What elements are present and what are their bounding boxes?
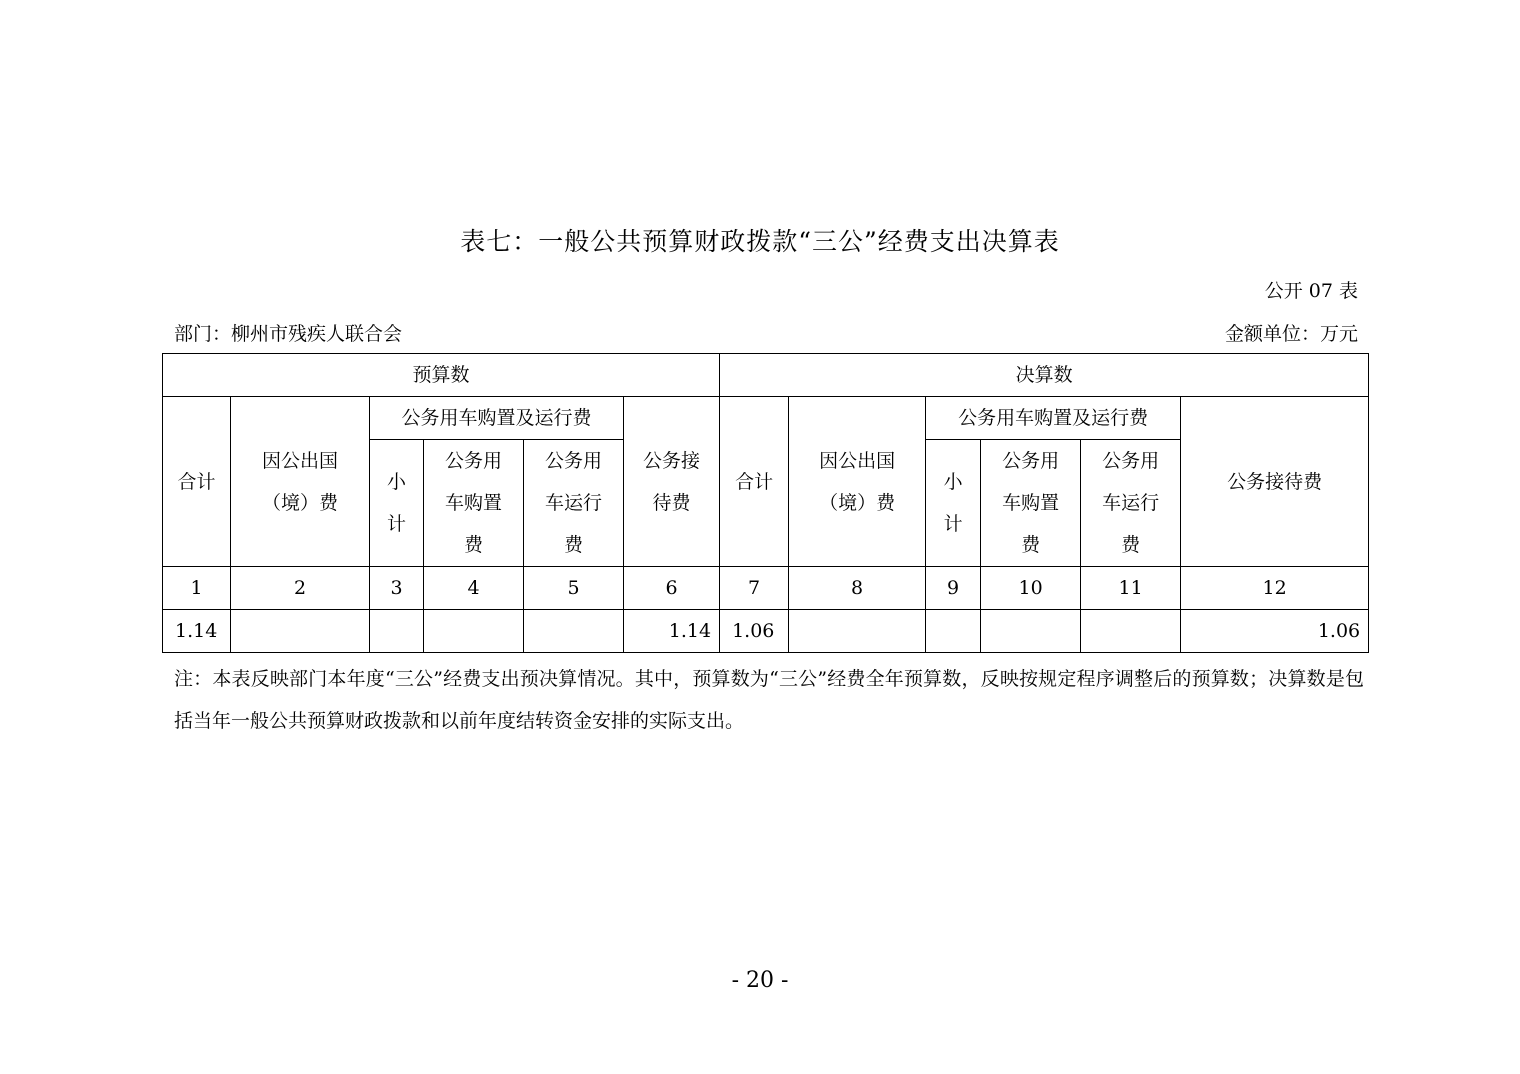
col-number: 2 — [231, 567, 370, 610]
final-subtotal-value — [926, 610, 981, 653]
value-row — [163, 610, 1369, 653]
final-purchase-header: 公务用 车购置 费 — [981, 440, 1081, 567]
budget-reception-value: 1.14 — [624, 610, 720, 653]
col-number: 1 — [163, 567, 231, 610]
table-note: 注：本表反映部门本年度“三公”经费支出预决算情况。其中，预算数为“三公”经费全年预算数，反映按规定程序调整后的预算数；决算数是包括当年一般公共预算财政拨款和以前年度结转资金安排的实际支出。 — [174, 668, 1364, 732]
final-vehicle-group-header: 公务用车购置及运行费 — [926, 397, 1181, 440]
final-subtotal-header: 小 计 — [926, 440, 981, 567]
page-number: - 20 - — [731, 968, 789, 993]
final-purchase-value — [981, 610, 1081, 653]
final-reception-header: 公务接待费 — [1181, 397, 1369, 567]
col-number: 6 — [624, 567, 720, 610]
column-number-row — [163, 567, 1369, 610]
unit-label: 金额单位：万元 — [1224, 323, 1358, 345]
final-operation-value — [1081, 610, 1181, 653]
col-number: 9 — [926, 567, 981, 610]
final-reception-value: 1.06 — [1181, 610, 1369, 653]
col-number: 7 — [720, 567, 789, 610]
final-abroad-header: 因公出国 （境）费 — [789, 397, 926, 567]
budget-purchase-header: 公务用 车购置 费 — [424, 440, 524, 567]
budget-purchase-value — [424, 610, 524, 653]
col-number: 10 — [981, 567, 1081, 610]
final-operation-header: 公务用 车运行 费 — [1081, 440, 1181, 567]
budget-operation-value — [524, 610, 624, 653]
col-number: 8 — [789, 567, 926, 610]
final-total-header: 合计 — [720, 397, 789, 567]
budget-subtotal-value — [370, 610, 424, 653]
budget-subtotal-header: 小 计 — [370, 440, 424, 567]
budget-vehicle-group-header: 公务用车购置及运行费 — [370, 397, 624, 440]
budget-header: 预算数 — [163, 354, 720, 397]
department-label: 部门：柳州市残疾人联合会 — [174, 323, 403, 345]
col-number: 4 — [424, 567, 524, 610]
final-header: 决算数 — [720, 354, 1369, 397]
column-header-row-1 — [163, 397, 1369, 440]
budget-abroad-value — [231, 610, 370, 653]
col-number: 12 — [1181, 567, 1369, 610]
budget-operation-header: 公务用 车运行 费 — [524, 440, 624, 567]
form-code: 公开 07 表 — [1264, 280, 1358, 302]
group-header-row — [163, 354, 1369, 397]
col-number: 11 — [1081, 567, 1181, 610]
budget-total-header: 合计 — [163, 397, 231, 567]
three-public-expenses-table — [162, 353, 1369, 653]
col-number: 5 — [524, 567, 624, 610]
table-title: 表七：一般公共预算财政拨款“三公”经费支出决算表 — [460, 227, 1060, 256]
budget-abroad-header: 因公出国 （境）费 — [231, 397, 370, 567]
budget-total-value: 1.14 — [163, 610, 231, 653]
final-total-value: 1.06 — [720, 610, 789, 653]
budget-reception-header: 公务接 待费 — [624, 397, 720, 567]
col-number: 3 — [370, 567, 424, 610]
final-abroad-value — [789, 610, 926, 653]
